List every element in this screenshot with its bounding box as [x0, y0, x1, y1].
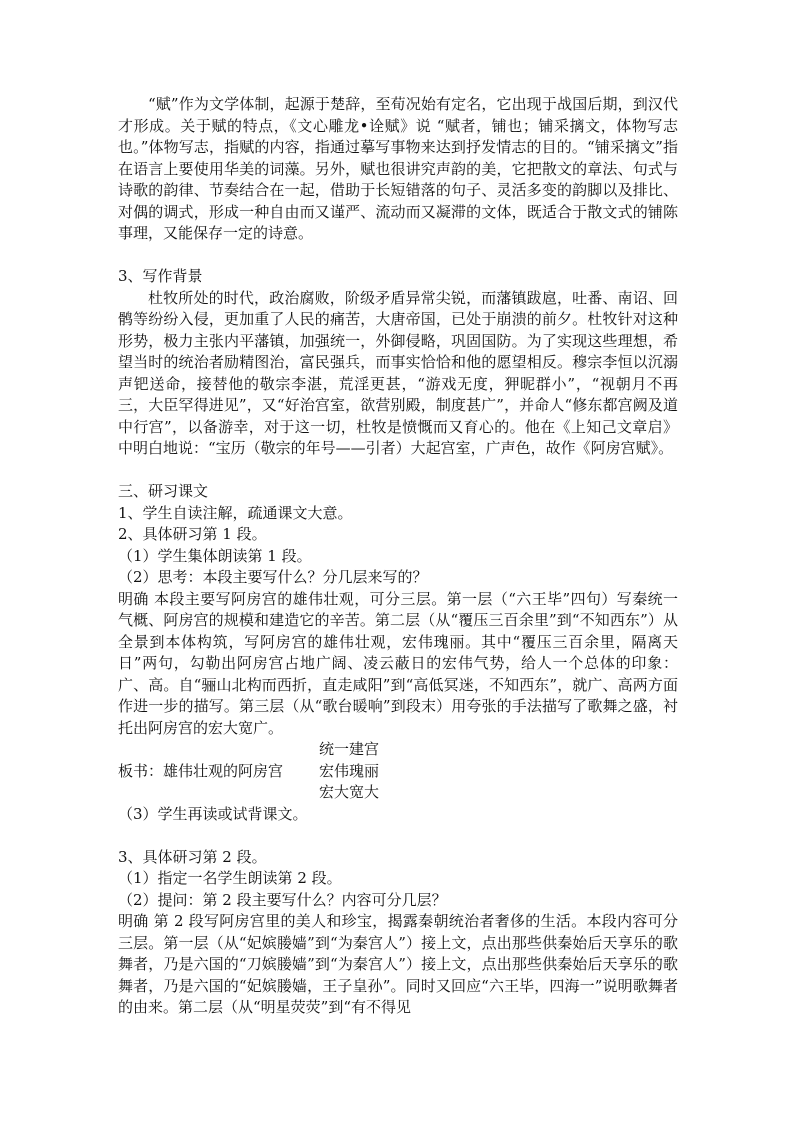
study-item-2-c: （3）学生再读或试背课文。 [118, 804, 308, 823]
blank-line [118, 245, 678, 267]
blank-line [118, 460, 678, 482]
study-item-2-answer: 明确 本段主要写阿房宫的雄伟壮观，可分三层。第一层（“六王毕”四句）写秦统一气概、阿房宫的规模和建造它的辛苦。第二层（从“覆压三百余里”到“不知西东”）从全景到本体构筑，写阿房宫的雄伟壮观，宏伟瑰丽。其中“覆压三百余里，隔离天日”两句，勾勒出阿房宫占地广阔、凌云蔽日的宏伟气势，给人一个总体的印象：广、高。自“骊山北构而西折，直走咸阳”到“高低冥迷，不知西东”，就广、高两方面作进一步的描写。第三层（从“歌台暖响”到段末）用夸张的手法描写了歌舞之盛，衬托出阿房宫的宏大宽广。 [118, 589, 678, 737]
study-item-2-a: （1）学生集体朗读第 1 段。 [118, 546, 312, 565]
study-item-3: 3、具体研习第 2 段。 [118, 847, 267, 866]
blackboard-outline [118, 739, 678, 804]
board-item: 宏大宽大 [319, 783, 380, 801]
study-item-3-answer: 明确 第 2 段写阿房宫里的美人和珍宝，揭露秦朝统治者奢侈的生活。本段内容可分三层。第一层（从“妃嫔媵嫱”到“为秦宫人”）接上文，点出那些供秦始后天享乐的歌舞者，乃是六国的“刀嫔媵嫱”到“为秦宫人”）接上文，点出那些供秦始后天享乐的歌舞者，乃是六国的“妃嫔媵嫱，王子皇孙”。同时又回应“六王毕，四海一”说明歌舞者的由来。第二层（从“明星荧荧”到“有不得见 [118, 912, 678, 1016]
study-heading: 三、研习课文 [118, 482, 209, 500]
study-item-3-b: （2）提问：第 2 段主要写什么？内容可分几层？ [118, 890, 447, 909]
study-item-1: 1、学生自读注解，疏通课文大意。 [118, 503, 353, 522]
study-item-2: 2、具体研习第 1 段。 [118, 525, 267, 543]
study-item-2-b: （2）思考：本段主要写什么？分几层来写的？ [118, 568, 428, 586]
board-label: 板书：雄伟壮观的阿房宫 [118, 761, 284, 780]
board-item: 统一建宫 [319, 740, 380, 758]
study-item-3-a: （1）指定一名学生朗读第 2 段。 [118, 869, 342, 887]
text-column [118, 94, 678, 1019]
background-heading: 3、写作背景 [118, 267, 203, 285]
board-item: 宏伟瑰丽 [319, 761, 380, 780]
background-paragraph: 杜牧所处的时代，政治腐败，阶级矛盾异常尖锐，而藩镇跋扈，吐番、南诏、回鹘等纷纷入侵，更加重了人民的痛苦，大唐帝国，已处于崩溃的前夕。杜牧针对这种形势，极力主张内平藩镇，加强统一，外御侵略，巩固国防。为了实现这些理想，希望当时的统治者励精图治，富民强兵，而事实恰恰和他的愿望相反。穆宗李恒以沉溺声钯送命，接替他的敬宗李湛，荒淫更甚，“游戏无度，狎昵群小”，“视朝月不再三，大臣罕得进见”，又“好治宫室，欲营别殿，制度甚广”，并命人“修东都宫阙及道中行宫”，以备游幸，对于这一切，杜牧是愤慨而又育心的。他在《上知己文章启》中明白地说：“宝历（敬宗的年号——引者）大起宫室，广声色，故作《阿房宫赋》。 [118, 288, 678, 457]
blank-line [118, 825, 678, 847]
fu-intro-paragraph: “赋”作为文学体制，起源于楚辞，至荀况始有定名，它出现于战国后期，到汉代才形成。关于赋的特点，《文心雕龙•诠赋》说 “赋者，铺也；铺采摛文，体物写志也。”体物写志，指赋的内容，指通过摹写事物来达到抒发情志的目的。“铺采摛文”指在语言上要使用华美的词藻。另外，赋也很讲究声韵的美，它把散文的章法、句式与诗歌的韵律、节奏结合在一起，借助于长短错落的句子、灵活多变的韵脚以及排比、对偶的调式，形成一种自由而又谨严、流动而又凝滞的文体，既适合于散文式的铺陈事理，又能保存一定的诗意。 [118, 95, 678, 242]
